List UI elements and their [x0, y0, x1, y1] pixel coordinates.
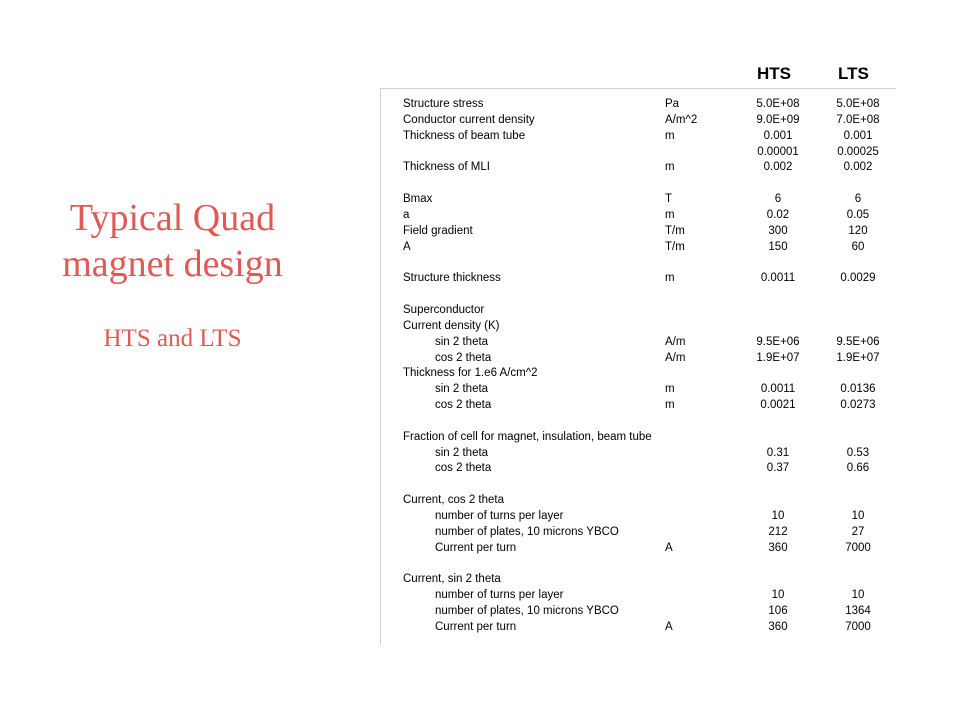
row-unit: m: [665, 208, 675, 221]
row-value-hts: 150: [768, 240, 788, 253]
table-row: [403, 604, 883, 620]
table-row: [403, 525, 883, 541]
table-row: [403, 556, 883, 572]
row-label: Fraction of cell for magnet, insulation, beam tube: [403, 430, 652, 443]
row-value-lts: 9.5E+06: [836, 335, 880, 348]
row-label: Field gradient: [403, 224, 473, 237]
row-value-lts: 120: [848, 224, 868, 237]
row-label: number of plates, 10 microns YBCO: [435, 525, 619, 538]
row-label: number of turns per layer: [435, 509, 564, 522]
table-row: [403, 382, 883, 398]
row-value-lts: 7.0E+08: [836, 113, 880, 126]
row-value-hts: 360: [768, 620, 788, 633]
table-row: [403, 303, 883, 319]
row-unit: T/m: [665, 240, 685, 253]
table-row: [403, 366, 883, 382]
column-header-hts: HTS: [757, 64, 791, 83]
row-label: Structure thickness: [403, 272, 501, 285]
row-value-lts: 7000: [845, 620, 871, 633]
row-unit: m: [665, 161, 675, 174]
row-label: Thickness for 1.e6 A/cm^2: [403, 367, 538, 380]
table-row: [403, 192, 883, 208]
table-row: [403, 176, 883, 192]
table-row: [403, 588, 883, 604]
table-body: [403, 97, 883, 636]
row-unit: A: [665, 541, 673, 554]
row-value-hts: 0.0021: [760, 399, 796, 412]
table-row: [403, 620, 883, 636]
row-label: Conductor current density: [403, 113, 535, 126]
row-value-lts: 1.9E+07: [836, 351, 880, 364]
row-value-lts: 10: [851, 509, 865, 522]
row-value-hts: 360: [768, 541, 788, 554]
title-block: [20, 195, 325, 354]
table-row: [403, 208, 883, 224]
row-value-hts: 9.5E+06: [756, 335, 800, 348]
row-value-lts: 27: [851, 525, 865, 538]
row-label: Structure stress: [403, 98, 484, 110]
row-label: number of plates, 10 microns YBCO: [435, 605, 619, 617]
row-label: sin 2 theta: [435, 446, 489, 459]
row-unit: m: [665, 272, 675, 285]
row-value-lts: 0.001: [843, 129, 873, 142]
row-label: Thickness of MLI: [403, 161, 490, 174]
table-row: [403, 477, 883, 493]
table-row: [403, 319, 883, 335]
row-value-lts: 5.0E+08: [836, 98, 880, 110]
table-row: [403, 271, 883, 287]
slide-title-line-2: magnet design: [62, 243, 283, 285]
row-unit: A: [665, 620, 673, 633]
row-value-hts: 0.31: [766, 446, 790, 459]
row-unit: m: [665, 399, 675, 412]
row-label: Current per turn: [435, 541, 517, 554]
row-unit: m: [665, 129, 675, 142]
row-value-hts: 1.9E+07: [756, 351, 800, 364]
row-label: Thickness of beam tube: [403, 129, 526, 142]
row-unit: m: [665, 383, 675, 396]
table-row: [403, 509, 883, 525]
row-value-hts: 0.0011: [760, 272, 796, 285]
row-value-lts: 10: [851, 589, 865, 602]
slide-subtitle: HTS and LTS: [103, 325, 242, 352]
table-row: [403, 351, 883, 367]
row-label: a: [403, 208, 410, 221]
table-row: [403, 398, 883, 414]
row-value-hts: 10: [771, 509, 785, 522]
row-unit: A/m: [665, 351, 686, 364]
row-value-hts: 212: [768, 525, 788, 538]
row-value-hts: 106: [768, 605, 788, 617]
row-value-hts: 6: [774, 193, 782, 206]
row-value-lts: 0.0136: [840, 383, 876, 396]
row-value-lts: 60: [851, 240, 865, 253]
table-row: [403, 224, 883, 240]
row-value-hts: 9.0E+09: [756, 113, 800, 126]
row-label: sin 2 theta: [435, 335, 489, 348]
row-value-hts: 5.0E+08: [756, 98, 800, 110]
row-label: number of turns per layer: [435, 589, 564, 602]
row-value-lts: 7000: [845, 541, 871, 554]
table-row: [403, 145, 883, 161]
row-value-lts: 0.05: [846, 208, 870, 221]
row-value-lts: 0.53: [846, 446, 870, 459]
column-header-lts: LTS: [838, 64, 869, 83]
slide-title-line-1: Typical Quad: [69, 197, 276, 239]
row-label: sin 2 theta: [435, 383, 489, 396]
row-unit: Pa: [665, 98, 680, 110]
table-row: [403, 113, 883, 129]
table-row: [403, 493, 883, 509]
row-value-lts: 1364: [845, 605, 871, 617]
row-label: Current, cos 2 theta: [403, 494, 504, 507]
row-value-hts: 300: [768, 224, 788, 237]
row-label: cos 2 theta: [435, 351, 492, 364]
slide-title: [20, 195, 325, 287]
row-unit: A/m: [665, 335, 686, 348]
table-row: [403, 461, 883, 477]
row-value-hts: 0.002: [763, 161, 793, 174]
table-row: [403, 97, 883, 113]
row-value-lts: 0.002: [843, 161, 873, 174]
table-row: [403, 160, 883, 176]
table-row: [403, 414, 883, 430]
row-label: Superconductor: [403, 303, 485, 316]
table-row: [403, 240, 883, 256]
row-value-lts: 0.66: [846, 462, 870, 475]
row-value-lts: 0.0273: [840, 399, 876, 412]
table-row: [403, 129, 883, 145]
row-value-hts: 0.02: [766, 208, 790, 221]
row-label: Current per turn: [435, 620, 517, 633]
row-value-hts: 0.37: [766, 462, 790, 475]
table-row: [403, 430, 883, 446]
row-value-hts: 0.001: [763, 129, 793, 142]
table-row: [403, 255, 883, 271]
row-unit: T: [665, 193, 673, 206]
table-row: [403, 335, 883, 351]
row-unit: A/m^2: [665, 113, 698, 126]
row-label: Current density (K): [403, 319, 500, 332]
row-label: A: [403, 240, 411, 253]
row-value-hts: 0.00001: [757, 145, 799, 158]
table-row: [403, 541, 883, 557]
row-label: Bmax: [403, 193, 433, 206]
row-value-hts: 0.0011: [760, 383, 796, 396]
table-row: [403, 572, 883, 588]
row-unit: T/m: [665, 224, 685, 237]
table-row: [403, 446, 883, 462]
row-label: cos 2 theta: [435, 462, 492, 475]
row-value-lts: 0.00025: [837, 145, 879, 158]
row-label: cos 2 theta: [435, 399, 492, 412]
row-value-lts: 6: [854, 193, 862, 206]
table-row: [403, 287, 883, 303]
row-value-lts: 0.0029: [840, 272, 876, 285]
row-value-hts: 10: [771, 589, 785, 602]
row-label: Current, sin 2 theta: [403, 573, 501, 586]
